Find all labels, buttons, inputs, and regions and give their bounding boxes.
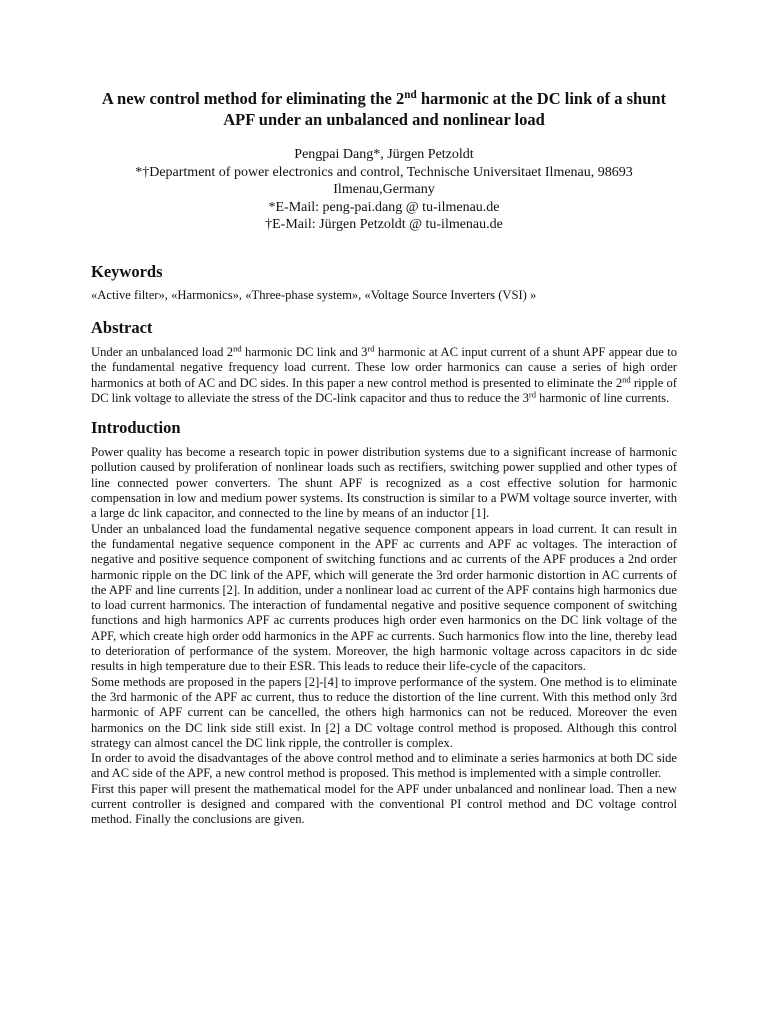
introduction-paragraph: Some methods are proposed in the papers [2]-[4] to improve performance of the system. One method is to eliminate the 3rd harmonic of the APF ac current, thus to reduce the distortion of the line current. With this method only 3rd harmonic of APF current can be cancelled, the others high harmonics can not be reduced. Moreover the even harmonics on the DC link side still exist. In [2] a DC voltage control method is proposed. Although this control strategy can almost cancel the DC link ripple, the controller is complex. (91, 674, 677, 750)
author-block (91, 146, 677, 234)
email-2: †E-Mail: Jürgen Petzoldt @ tu-ilmenau.de (265, 217, 503, 232)
abstract-superscript: nd (233, 343, 242, 354)
title-superscript: nd (404, 88, 417, 101)
title-text-part1: A new control method for eliminating the 2 (101, 89, 405, 108)
paper-title (91, 88, 677, 130)
email-1: *E-Mail: peng-pai.dang @ tu-ilmenau.de (268, 199, 500, 215)
introduction-paragraph: Under an unbalanced load the fundamental negative sequence component appears in load current. It can result in the fundamental negative sequence component in the APF ac currents and APF ac voltages. The interaction of negative and positive sequence component of switching functions and ac currents of the APF produces a 2nd order harmonic ripple on the DC link of the APF, which will generate the 3rd order harmonic distortion in AC currents of the APF and line currents [2]. In addition, under a nonlinear load ac current of the APF contains high harmonics due to load current harmonics. The interaction of fundamental negative and positive sequence component of switching functions and high harmonics APF ac currents produces high order even harmonics on the DC link voltage of the APF, which create high order odd harmonics in the APF ac currents. Such harmonics flow into the line, thereby lead to deterioration of performance of the system. Moreover, the high harmonic voltage across capacitors in dc side results in high temperature due to their ESR. This leads to reduce their life-cycle of the capacitors. (91, 521, 677, 674)
abstract-body (91, 345, 677, 406)
abstract-superscript: rd (528, 389, 536, 400)
affiliation-line-2: Ilmenau,Germany (333, 182, 435, 197)
abstract-superscript: nd (622, 373, 631, 384)
introduction-paragraph: Power quality has become a research topic in power distribution systems due to a significant increase of harmonic pollution caused by proliferation of nonlinear loads such as rectifiers, switching power supplied and other types of line connected power converters. The shunt APF is recognized as a cost effective solution for harmonic compensation in low and medium power systems. Its construction is similar to a PWM voltage source inverter, with a large dc link capacitor, and connected to the line by means of an inductor [1]. (91, 445, 677, 521)
introduction-paragraph: In order to avoid the disadvantages of the above control method and to eliminate a series harmonics at both DC side and AC side of the APF, a new control method is proposed. This method is implemented with a simple controller. (91, 751, 677, 781)
introduction-heading: Introduction (91, 418, 181, 438)
author-names: Pengpai Dang*, Jürgen Petzoldt (294, 147, 474, 162)
keywords-text: «Active filter», «Harmonics», «Three-phase system», «Voltage Source Inverters (VSI) » (91, 287, 537, 302)
keywords-heading: Keywords (91, 261, 163, 281)
abstract-text: harmonic DC link and 3 (241, 345, 368, 359)
abstract-text: harmonic at AC input current of a shunt APF appear due to the fundamental negative frequency load current. These low order harmonics can cause a series of high order harmonics at both of AC and DC sides. In this paper a new control method is presented to eliminate the 2 (91, 345, 677, 390)
abstract-text: Under an unbalanced load 2 (91, 345, 234, 359)
abstract-text: ripple of DC link voltage to alleviate the stress of the DC-link capacitor and thus to reduce the 3 (91, 375, 677, 405)
paper-page (91, 88, 677, 828)
affiliation-line-1: *†Department of power electronics and control, Technische Universitaet Ilmenau, 98693 (135, 164, 633, 180)
abstract-heading: Abstract (91, 318, 153, 337)
introduction-paragraph: First this paper will present the mathematical model for the APF under unbalanced and nonlinear load. Then a new current controller is designed and compared with the conventional PI control method and DC voltage control method. Finally the conclusions are given. (91, 781, 677, 827)
abstract-superscript: rd (367, 343, 375, 354)
title-text-part2: harmonic at the DC link of a shunt APF under an unbalanced and nonlinear load (223, 89, 667, 129)
introduction-body (91, 445, 677, 827)
abstract-text: harmonic of line currents. (536, 390, 670, 405)
